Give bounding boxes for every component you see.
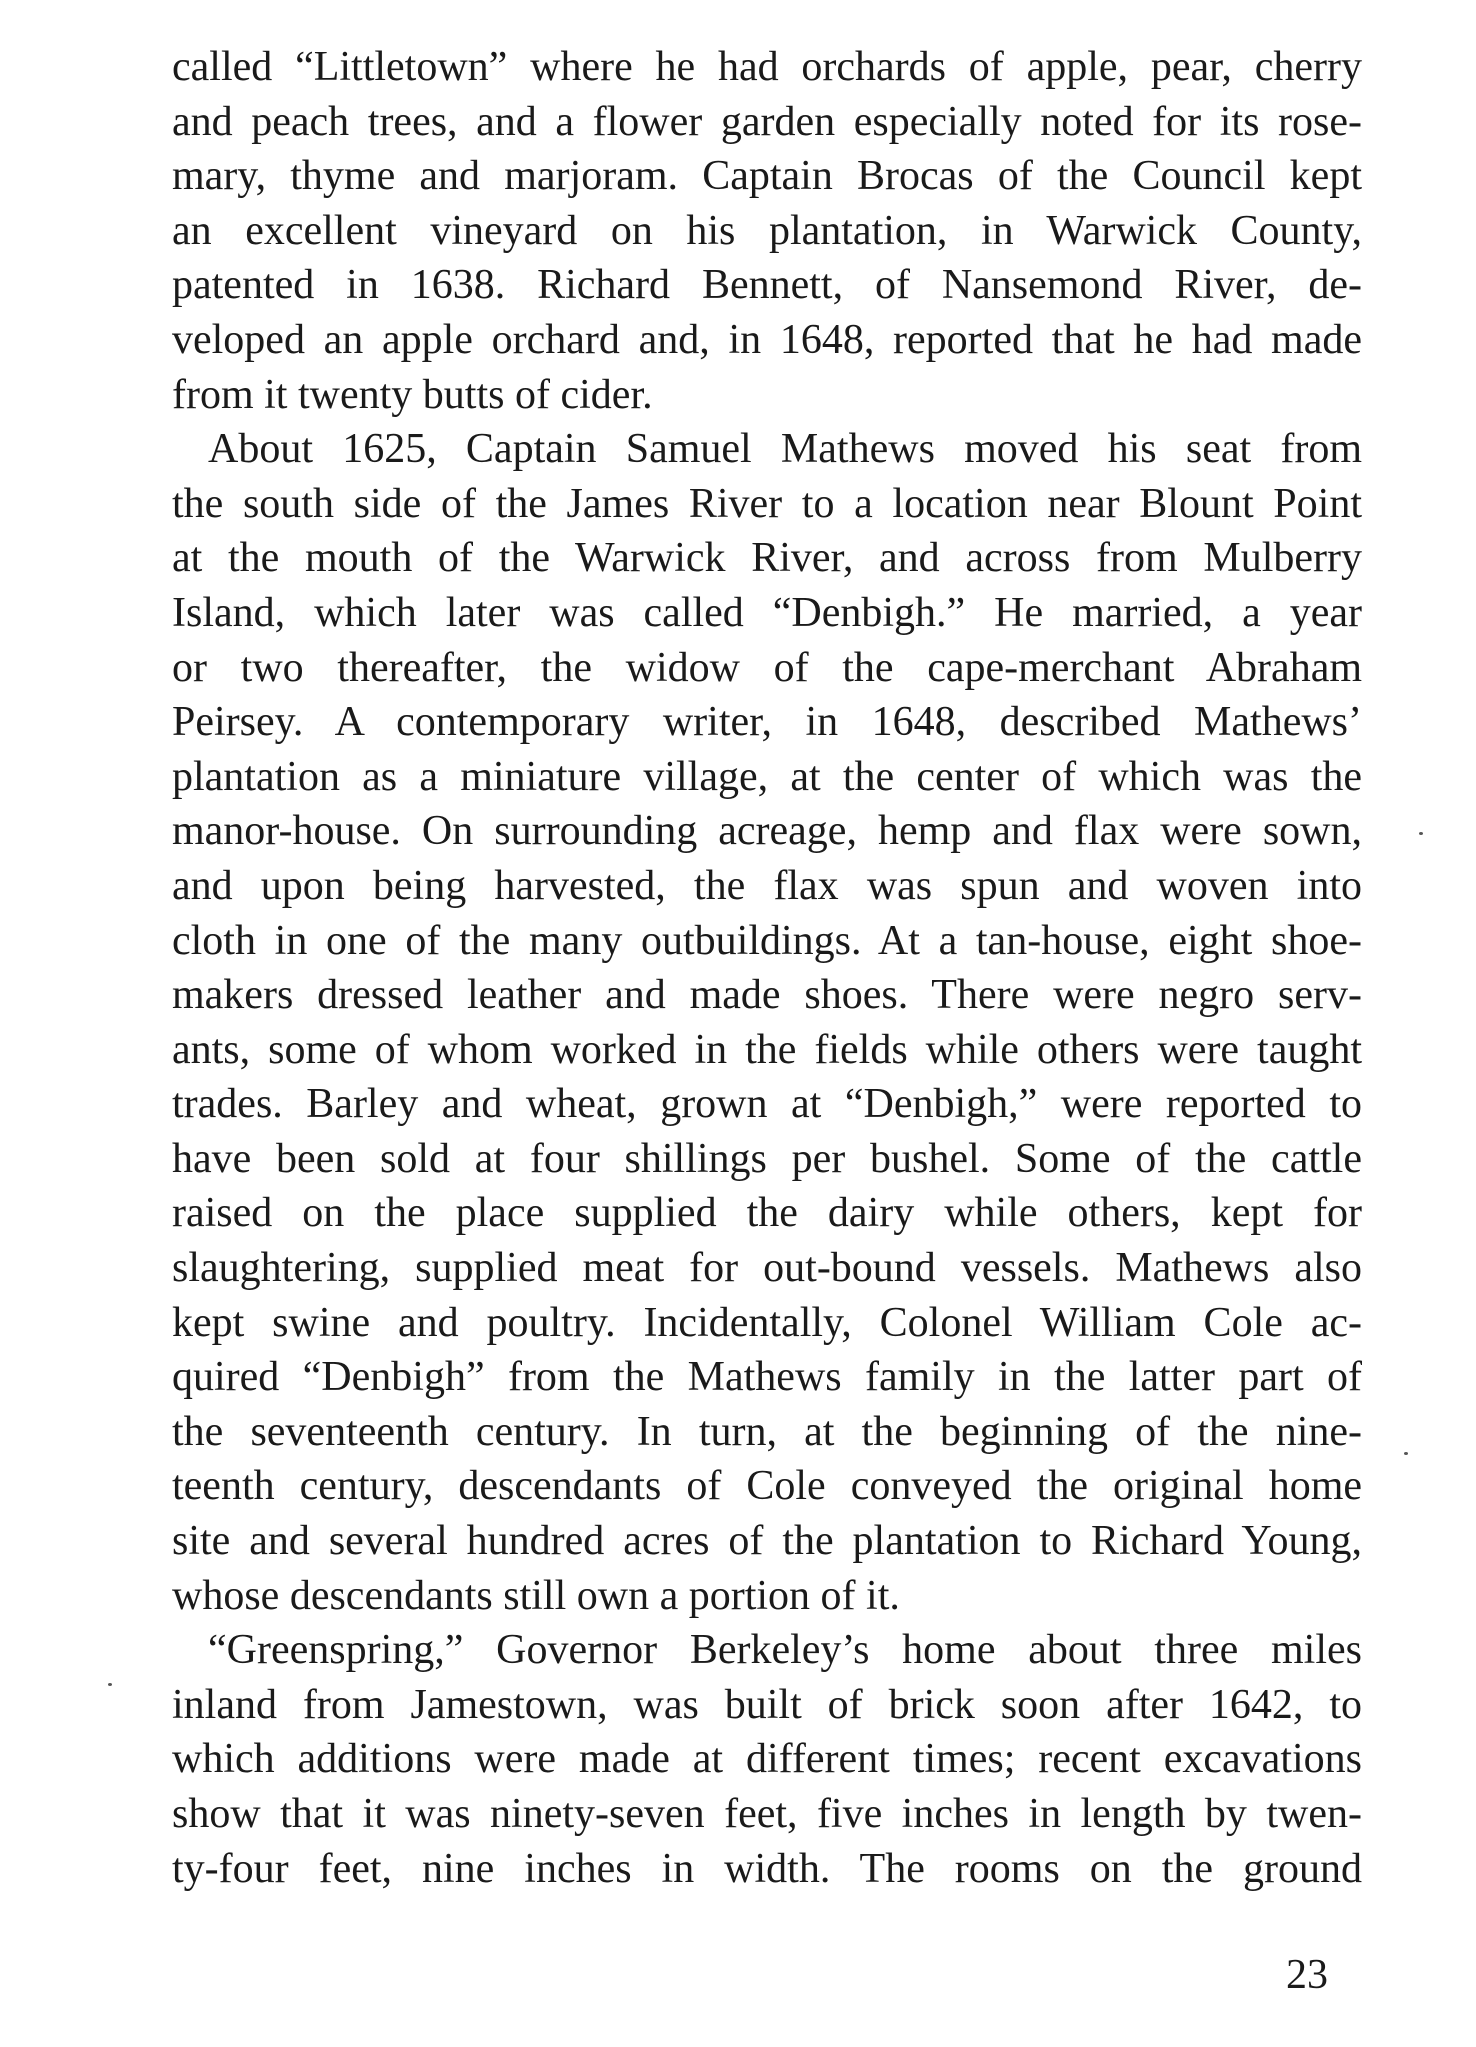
text-line: kept swine and poultry. Incidentally, Colonel William Cole ac- bbox=[172, 1299, 1362, 1346]
text-line: which additions were made at different times; recent excavations bbox=[172, 1736, 1362, 1783]
scan-speck bbox=[108, 1683, 112, 1686]
text-line: inland from Jamestown, was built of brick soon after 1642, to bbox=[172, 1681, 1362, 1728]
text-line: an excellent vineyard on his plantation, in Warwick County, bbox=[172, 207, 1362, 254]
text-line: ty-four feet, nine inches in width. The rooms on the ground bbox=[172, 1845, 1362, 1892]
text-line: makers dressed leather and made shoes. There were negro serv- bbox=[172, 972, 1362, 1019]
scan-speck bbox=[1419, 832, 1423, 835]
scan-speck bbox=[1404, 1452, 1408, 1455]
text-line: Peirsey. A contemporary writer, in 1648, described Mathews’ bbox=[172, 699, 1362, 746]
text-line: the seventeenth century. In turn, at the beginning of the nine- bbox=[172, 1408, 1362, 1455]
text-line: ants, some of whom worked in the fields while others were taught bbox=[172, 1026, 1362, 1073]
text-line: trades. Barley and wheat, grown at “Denbigh,” were reported to bbox=[172, 1081, 1362, 1128]
text-line: site and several hundred acres of the plantation to Richard Young, bbox=[172, 1518, 1362, 1565]
text-line: plantation as a miniature village, at the center of which was the bbox=[172, 753, 1362, 800]
paragraph-littletown bbox=[172, 40, 1362, 422]
paragraph-greenspring bbox=[172, 1623, 1362, 1896]
text-line: or two thereafter, the widow of the cape-merchant Abraham bbox=[172, 644, 1362, 691]
text-line: mary, thyme and marjoram. Captain Brocas of the Council kept bbox=[172, 153, 1362, 200]
text-line: and peach trees, and a flower garden especially noted for its rose- bbox=[172, 98, 1362, 145]
text-line: the south side of the James River to a location near Blount Point bbox=[172, 480, 1362, 527]
text-line: have been sold at four shillings per bushel. Some of the cattle bbox=[172, 1135, 1362, 1182]
text-line: show that it was ninety-seven feet, five inches in length by twen- bbox=[172, 1791, 1362, 1837]
text-line: and upon being harvested, the flax was spun and woven into bbox=[172, 862, 1362, 909]
text-line: raised on the place supplied the dairy while others, kept for bbox=[172, 1190, 1362, 1237]
text-line: patented in 1638. Richard Bennett, of Nansemond River, de- bbox=[172, 262, 1362, 309]
text-line: whose descendants still own a portion of it. bbox=[172, 1572, 900, 1619]
text-line: About 1625, Captain Samuel Mathews moved his seat from bbox=[208, 426, 1362, 473]
paragraph-denbigh bbox=[172, 422, 1362, 1623]
text-line: “Greenspring,” Governor Berkeley’s home about three miles bbox=[208, 1627, 1362, 1674]
text-line: Island, which later was called “Denbigh.” He married, a year bbox=[172, 589, 1362, 636]
text-line: from it twenty butts of cider. bbox=[172, 371, 653, 418]
text-line: veloped an apple orchard and, in 1648, reported that he had made bbox=[172, 316, 1362, 363]
text-line: at the mouth of the Warwick River, and across from Mulberry bbox=[172, 535, 1362, 582]
text-line: manor-house. On surrounding acreage, hemp and flax were sown, bbox=[172, 808, 1362, 855]
text-line: slaughtering, supplied meat for out-bound vessels. Mathews also bbox=[172, 1245, 1362, 1292]
text-line: called “Littletown” where he had orchards of apple, pear, cherry bbox=[172, 44, 1362, 90]
text-line: cloth in one of the many outbuildings. At a tan-house, eight shoe- bbox=[172, 917, 1362, 964]
page-number: 23 bbox=[1286, 1952, 1328, 1998]
text-line: teenth century, descendants of Cole conveyed the original home bbox=[172, 1463, 1362, 1510]
body-text bbox=[172, 40, 1362, 1896]
text-line: quired “Denbigh” from the Mathews family in the latter part of bbox=[172, 1354, 1362, 1401]
